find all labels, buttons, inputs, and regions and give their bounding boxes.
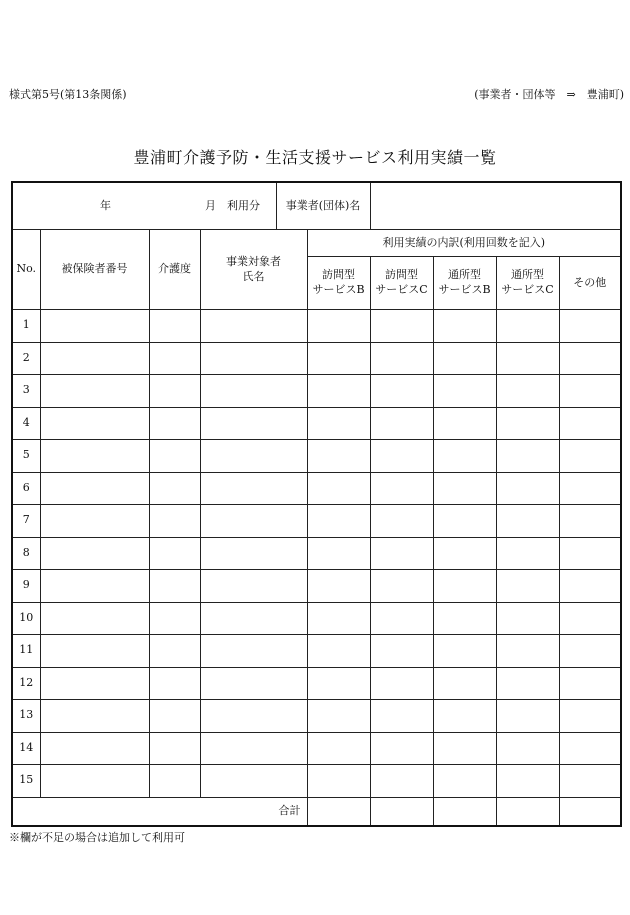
cell-service-other[interactable] [559,310,621,343]
cell-service-day-c[interactable] [496,342,559,375]
table-row [12,310,621,343]
row-number: 11 [12,635,40,668]
col-care-level: 介護度 [149,230,200,310]
table-row [12,602,621,635]
table-row [12,570,621,603]
cell-service-day-b[interactable] [433,700,496,733]
cell-service-visit-c[interactable] [370,732,433,765]
cell-service-other[interactable] [559,700,621,733]
row-number: 9 [12,570,40,603]
cell-target-name[interactable] [200,505,307,538]
cell-service-day-b[interactable] [433,505,496,538]
cell-service-day-c[interactable] [496,570,559,603]
cell-target-name[interactable] [200,570,307,603]
col-no: No. [12,230,40,310]
table-row [12,407,621,440]
cell-service-visit-c[interactable] [370,472,433,505]
col-target-name [200,230,307,310]
col-service-day-b [433,257,496,310]
cell-service-day-b[interactable] [433,732,496,765]
cell-service-day-b[interactable] [433,570,496,603]
cell-insured-number[interactable] [40,407,149,440]
year-label: 年 [100,199,111,212]
row-number: 1 [12,310,40,343]
cell-service-other[interactable] [559,505,621,538]
cell-service-day-b[interactable] [433,375,496,408]
cell-care-level[interactable] [149,700,200,733]
col-service-line2: サービスC [501,283,554,296]
row-number: 10 [12,602,40,635]
cell-target-name[interactable] [200,635,307,668]
provider-name-field[interactable] [370,182,621,230]
cell-care-level[interactable] [149,310,200,343]
cell-service-visit-c[interactable] [370,635,433,668]
cell-care-level[interactable] [149,635,200,668]
row-number: 6 [12,472,40,505]
cell-service-visit-b[interactable] [307,570,370,603]
cell-insured-number[interactable] [40,732,149,765]
cell-care-level[interactable] [149,765,200,798]
cell-service-day-b[interactable] [433,537,496,570]
cell-service-visit-c[interactable] [370,310,433,343]
cell-service-day-b[interactable] [433,310,496,343]
total-cell-visit-b[interactable] [307,797,370,826]
col-service-line1: 通所型 [511,268,544,282]
cell-service-visit-c[interactable] [370,667,433,700]
cell-service-day-b[interactable] [433,602,496,635]
cell-care-level[interactable] [149,537,200,570]
cell-service-visit-b[interactable] [307,407,370,440]
cell-service-other[interactable] [559,765,621,798]
cell-service-other[interactable] [559,407,621,440]
cell-service-other[interactable] [559,375,621,408]
table-row [12,440,621,473]
table-row [12,472,621,505]
cell-service-visit-b[interactable] [307,700,370,733]
table-row [12,537,621,570]
cell-target-name[interactable] [200,342,307,375]
table-row [12,635,621,668]
cell-service-day-c[interactable] [496,667,559,700]
cell-service-day-c[interactable] [496,602,559,635]
cell-insured-number[interactable] [40,667,149,700]
cell-service-day-c[interactable] [496,732,559,765]
cell-care-level[interactable] [149,570,200,603]
cell-target-name[interactable] [200,537,307,570]
total-label: 合計 [12,797,307,826]
form-number: 様式第5号(第13条関係) [9,88,127,101]
col-target-name-line1: 事業対象者 [226,254,281,268]
cell-insured-number[interactable] [40,537,149,570]
col-insured-number: 被保険者番号 [40,230,149,310]
cell-service-visit-b[interactable] [307,375,370,408]
cell-service-day-c[interactable] [496,375,559,408]
cell-service-day-c[interactable] [496,310,559,343]
cell-target-name[interactable] [200,732,307,765]
row-number: 8 [12,537,40,570]
cell-service-day-b[interactable] [433,440,496,473]
month-usage-label: 月 利用分 [205,199,260,212]
cell-service-visit-b[interactable] [307,310,370,343]
cell-service-day-c[interactable] [496,407,559,440]
cell-service-visit-c[interactable] [370,570,433,603]
cell-service-visit-b[interactable] [307,505,370,538]
col-service-line2: サービスB [312,283,365,296]
cell-target-name[interactable] [200,667,307,700]
col-service-day-c [496,257,559,310]
col-service-other [559,257,621,310]
cell-service-other[interactable] [559,472,621,505]
cell-target-name[interactable] [200,472,307,505]
cell-care-level[interactable] [149,342,200,375]
usage-record-table [11,181,622,827]
col-service-line2: サービスB [438,283,491,296]
cell-service-visit-b[interactable] [307,472,370,505]
col-service-line2: サービスC [375,283,428,296]
col-service-line1: 訪問型 [322,268,355,282]
table-row [12,765,621,798]
footnote: ※欄が不足の場合は追加して利用可 [9,831,185,844]
provider-name-label: 事業者(団体)名 [276,182,370,230]
cell-care-level[interactable] [149,472,200,505]
cell-service-day-b[interactable] [433,407,496,440]
table-row [12,375,621,408]
total-cell-day-b[interactable] [433,797,496,826]
cell-service-other[interactable] [559,602,621,635]
cell-service-visit-c[interactable] [370,375,433,408]
col-service-visit-b [307,257,370,310]
cell-target-name[interactable] [200,765,307,798]
cell-service-visit-b[interactable] [307,342,370,375]
cell-service-other[interactable] [559,570,621,603]
cell-target-name[interactable] [200,602,307,635]
cell-target-name[interactable] [200,407,307,440]
col-service-line1: 訪問型 [385,268,418,282]
col-target-name-line2: 氏名 [242,269,265,283]
cell-care-level[interactable] [149,667,200,700]
cell-insured-number[interactable] [40,342,149,375]
row-number: 7 [12,505,40,538]
cell-target-name[interactable] [200,700,307,733]
cell-insured-number[interactable] [40,505,149,538]
cell-service-visit-b[interactable] [307,537,370,570]
cell-service-visit-c[interactable] [370,765,433,798]
table-row [12,505,621,538]
cell-service-visit-b[interactable] [307,667,370,700]
cell-service-day-b[interactable] [433,765,496,798]
col-service-line1: 通所型 [448,268,481,282]
cell-service-day-b[interactable] [433,667,496,700]
cell-service-other[interactable] [559,440,621,473]
col-service-line1: その他 [573,275,607,289]
cell-service-visit-c[interactable] [370,700,433,733]
row-number: 3 [12,375,40,408]
cell-service-visit-c[interactable] [370,342,433,375]
cell-insured-number[interactable] [40,375,149,408]
cell-service-day-c[interactable] [496,472,559,505]
cell-care-level[interactable] [149,407,200,440]
cell-service-visit-b[interactable] [307,765,370,798]
cell-service-visit-b[interactable] [307,602,370,635]
row-number: 2 [12,342,40,375]
row-number: 13 [12,700,40,733]
col-breakdown: 利用実績の内訳(利用回数を記入) [307,230,621,257]
row-number: 4 [12,407,40,440]
cell-service-other[interactable] [559,342,621,375]
data-rows [12,310,621,798]
cell-service-day-c[interactable] [496,700,559,733]
cell-service-other[interactable] [559,732,621,765]
routing-label: (事業者・団体等 ⇒ 豊浦町) [474,88,624,101]
cell-insured-number[interactable] [40,440,149,473]
cell-service-other[interactable] [559,537,621,570]
cell-service-day-b[interactable] [433,635,496,668]
row-number: 15 [12,765,40,798]
cell-insured-number[interactable] [40,570,149,603]
col-service-visit-c [370,257,433,310]
cell-care-level[interactable] [149,375,200,408]
cell-target-name[interactable] [200,440,307,473]
page-title: 豊浦町介護予防・生活支援サービス利用実績一覧 [133,148,497,167]
usage-period-cell[interactable] [12,182,276,230]
table-row [12,700,621,733]
cell-care-level[interactable] [149,602,200,635]
cell-service-other[interactable] [559,635,621,668]
cell-insured-number[interactable] [40,310,149,343]
cell-service-other[interactable] [559,667,621,700]
cell-service-visit-b[interactable] [307,732,370,765]
cell-service-visit-b[interactable] [307,635,370,668]
cell-insured-number[interactable] [40,472,149,505]
cell-insured-number[interactable] [40,765,149,798]
cell-service-day-c[interactable] [496,537,559,570]
cell-insured-number[interactable] [40,602,149,635]
cell-service-day-b[interactable] [433,472,496,505]
cell-service-visit-c[interactable] [370,440,433,473]
total-cell-visit-c[interactable] [370,797,433,826]
cell-service-visit-c[interactable] [370,602,433,635]
table-row [12,667,621,700]
row-number: 5 [12,440,40,473]
total-cell-day-c[interactable] [496,797,559,826]
cell-insured-number[interactable] [40,635,149,668]
row-number: 14 [12,732,40,765]
cell-service-day-c[interactable] [496,505,559,538]
cell-care-level[interactable] [149,505,200,538]
cell-care-level[interactable] [149,440,200,473]
cell-service-day-c[interactable] [496,440,559,473]
cell-care-level[interactable] [149,732,200,765]
cell-service-visit-c[interactable] [370,505,433,538]
cell-service-day-b[interactable] [433,342,496,375]
cell-service-visit-c[interactable] [370,537,433,570]
cell-service-day-c[interactable] [496,765,559,798]
cell-service-visit-c[interactable] [370,407,433,440]
cell-target-name[interactable] [200,310,307,343]
row-number: 12 [12,667,40,700]
table-row [12,342,621,375]
cell-service-day-c[interactable] [496,635,559,668]
table-row [12,732,621,765]
cell-insured-number[interactable] [40,700,149,733]
total-cell-other[interactable] [559,797,621,826]
cell-target-name[interactable] [200,375,307,408]
cell-service-visit-b[interactable] [307,440,370,473]
